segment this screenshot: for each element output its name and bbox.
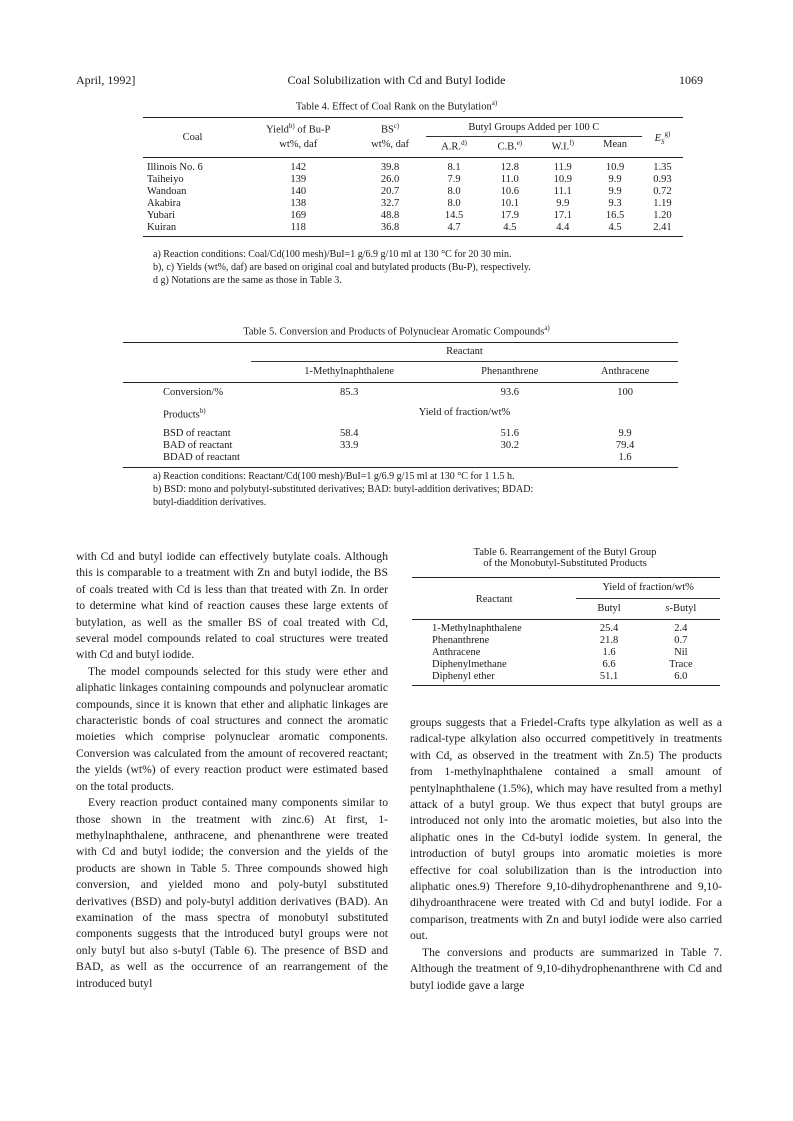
- table5-col-2: Phenanthrene: [481, 366, 539, 377]
- table4-note-dg: d g) Notations are the same as those in Table 3.: [153, 275, 342, 286]
- table-row: Diphenylmethane 6.6 Trace: [432, 659, 693, 670]
- table5-note-b: b) BSD: mono and polybutyl-substituted derivatives; BAD: butyl-addition derivatives; BDAD:: [153, 484, 534, 495]
- left-column-text: [76, 549, 388, 992]
- table6: [412, 577, 720, 686]
- table-row: Akabira 138 32.7 8.0 10.1 9.9 9.3 1.19: [147, 197, 672, 209]
- table4-head-yield: Yield$^{b)}$ of Bu-P: [266, 122, 331, 136]
- table4-caption: Table 4. Effect of Coal Rank on the Butylation$^{a)}$: [295, 99, 498, 113]
- table4-note-a: a) Reaction conditions: Coal/Cd(100 mesh)/BuI=1 g/6.9 g/10 ml at 130 °C for 20 30 min.: [153, 249, 512, 260]
- table-row: BAD of reactant 33.9 30.2 79.4: [163, 439, 635, 451]
- table4-note-bc: b), c) Yields (wt%, daf) are based on original coal and butylated products (Bu-P), respectively.: [153, 262, 531, 273]
- paragraph: Every reaction product contained many components similar to those shown in the treatment with zinc.6) At first, 1-methylnaphthalene, anthracene, and phenanthrene were treated with Cd and butyl iodide; the conversion and the yields of the products are shown in Table 5. Three compounds showed high conversion, and yielded mono and poly-butyl substituted derivatives (BSD) and poly-butyl addition derivatives (BAD). An examination of the mass spectra of monobutyl substituted components suggests that the introduced butyl groups were not only butyl but also s-butyl (Table 6). The presence of BSD and BAD, as well as the occurrence of an rearrangement of the introduced butyl: [76, 796, 388, 990]
- paragraph: The model compounds selected for this study were ether and aliphatic linkages containing compounds and polynuclear aromatic compounds, since it is known that ether and aliphatic linkages are characteristic bonds of coal structures and connect the aromatic moieties which comprise polynuclear aromatic components. Conversion was calculated from the amount of recovered reactant; the yields (wt%) of every reaction product were estimated based on the total products.: [76, 664, 388, 793]
- table-row: Products$^{b)}$ Yield of fraction/wt%: [163, 407, 511, 421]
- table5-caption: Table 5. Conversion and Products of Polynuclear Aromatic Compounds$^{a)}$: [243, 324, 550, 338]
- running-header-title: Coal Solubilization with Cd and Butyl Iodide: [287, 73, 506, 87]
- table6-head-yield: Yield of fraction/wt%: [576, 578, 720, 599]
- table-row: Anthracene 1.6 Nil: [432, 647, 688, 658]
- table4-head-yield-unit: wt%, daf: [279, 139, 318, 150]
- right-column-text: [410, 715, 722, 994]
- table5-note-b-cont: butyl-diaddition derivatives.: [153, 497, 267, 508]
- table4-head-cb: C.B.$^{e)}$: [497, 139, 523, 153]
- table-row: Wandoan 140 20.7 8.0 10.6 11.1 9.9 0.72: [147, 185, 672, 197]
- table-row: Yubari 169 48.8 14.5 17.9 17.1 16.5 1.20: [147, 209, 672, 221]
- table-row: Kuiran 118 36.8 4.7 4.5 4.4 4.5 2.41: [143, 222, 683, 237]
- table5-head-reactant: Reactant: [251, 343, 678, 362]
- table6-head-reactant: Reactant: [475, 594, 513, 605]
- table4-head-ar: A.R.$^{d)}$: [441, 139, 467, 153]
- paragraph: groups suggests that a Friedel-Crafts type alkylation as well as a radical-type alkylation also occurred competitively in treatments with Cd, as observed in the treatment with Zn.5) The products from 1-methylnaphthalene contained a small amount of pentylnaphthalene (1.5%), which may have resulted from a methyl attack of a butyl group. We thus expect that butyl groups are introduced not only into the aromatic moieties, but also into the aliphatic ones in the Cd-butyl iodide system. In general, the introduction of butyl groups into aromatic moieties is more effective for coal solubilization than is the introduction into aliphatic ones.9) Therefore 9,10-dihydrophenanthrene and 9,10-dihydroanthracene were treated with Cd and butyl iodide. For a comparison, treatments with Zn and butyl iodide were also carried out.: [410, 716, 722, 943]
- page-number: 1069: [679, 73, 703, 87]
- table4-head-group: Butyl Groups Added per 100 C: [426, 118, 642, 137]
- table-row: 1-Methylnaphthalene 25.4 2.4: [432, 623, 688, 634]
- table6-col-sbutyl: s-Butyl: [665, 603, 697, 614]
- table5-col-3: Anthracene: [600, 366, 650, 377]
- table-row: Diphenyl ether 51.1 6.0: [412, 671, 720, 686]
- table5: [123, 342, 678, 468]
- table4-head-mean: Mean: [603, 139, 628, 151]
- table6-col-butyl: Butyl: [597, 603, 621, 614]
- table-row: Phenanthrene 21.8 0.7: [432, 635, 688, 646]
- table5-col-1: 1-Methylnaphthalene: [304, 366, 395, 377]
- table4-head-es: $E_S^{g)}$: [654, 130, 671, 147]
- table4-head-bs-unit: wt%, daf: [371, 139, 410, 150]
- running-header-left: April, 1992]: [76, 73, 136, 87]
- table4-head-bs: BS$^{c)}$: [380, 122, 400, 136]
- paragraph: The conversions and products are summarized in Table 7. Although the treatment of 9,10-dihydrophenanthrene with Cd and butyl iodide gave a large: [410, 945, 722, 992]
- table4-head-wi: W.I.$^{f)}$: [551, 139, 574, 153]
- table4-head-coal: Coal: [182, 132, 203, 144]
- table6-caption: Table 6. Rearrangement of the Butyl Group of the Monobutyl-Substituted Products: [473, 547, 657, 569]
- table5-notes: [153, 470, 673, 509]
- table-row: Conversion/% 85.3 93.6 100: [163, 387, 633, 398]
- table4: [143, 117, 683, 237]
- paragraph: with Cd and butyl iodide can effectively butylate coals. Although this is comparable to a treatment with Zn and butyl iodide, the BS of coals treated with Cd is less than that treated with Zn. In order to determine what kind of reaction causes these large extents of butylation, as well as the smaller BS of coal treated with Cd, several model compounds related to coal structures were treated with Cd and butyl iodide.: [76, 550, 388, 662]
- table5-note-a: a) Reaction conditions: Reactant/Cd(100 mesh)/BuI=1 g/6.9 g/15 ml at 130 °C for 1 1.5 h.: [153, 471, 515, 482]
- table-row: BSD of reactant 58.4 51.6 9.9: [163, 427, 632, 439]
- table-row: BDAD of reactant 1.6: [123, 452, 678, 468]
- table-row: Taiheiyo 139 26.0 7.9 11.0 10.9 9.9 0.93: [147, 173, 672, 185]
- table4-notes: [153, 248, 673, 287]
- table-row: Illinois No. 6 142 39.8 8.1 12.8 11.9 10.9 1.35: [147, 161, 672, 173]
